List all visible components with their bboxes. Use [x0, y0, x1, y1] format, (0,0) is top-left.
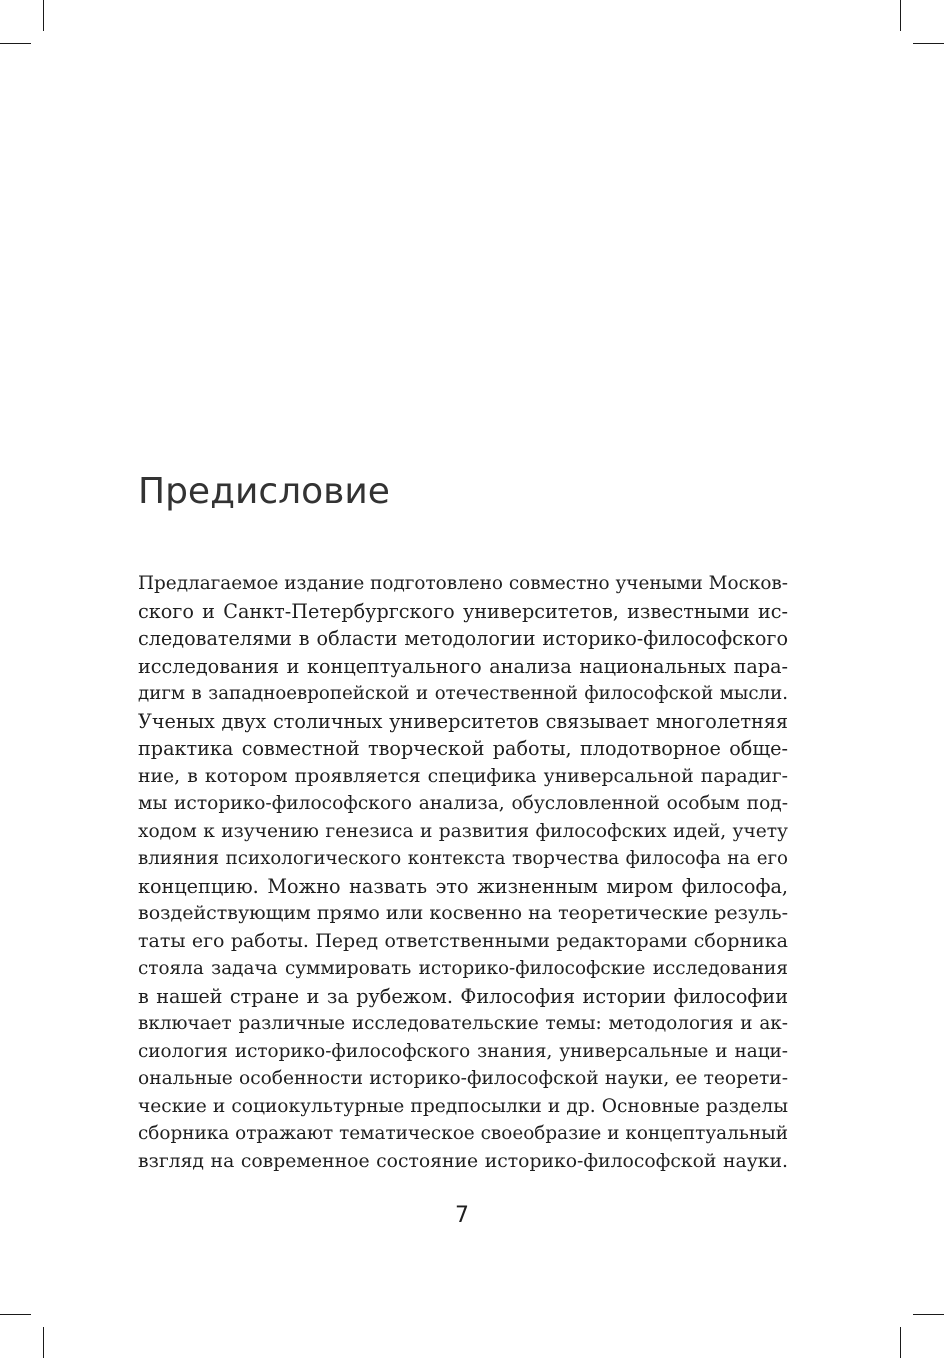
crop-mark-top-left-horizontal: [0, 43, 31, 44]
crop-mark-top-right-vertical: [900, 0, 901, 31]
paragraph-line: Ученых двух столичных университетов связывает многолетняя: [138, 709, 788, 733]
paragraph-line: в нашей стране и за рубежом. Философия истории философии: [138, 984, 788, 1008]
paragraph-line: ние, в котором проявляется специфика универсальной парадиг-: [138, 765, 788, 787]
paragraph-line: исследования и концептуального анализа национальных пара-: [138, 654, 788, 678]
paragraph-line: дигм в западноевропейской и отечественной философской мысли.: [138, 683, 788, 704]
crop-mark-bottom-right-vertical: [900, 1327, 901, 1358]
paragraph-line: мы историко-философского анализа, обусловленной особым под-: [138, 793, 788, 814]
paragraph-line: ского и Санкт-Петербургского университетов, известными ис-: [138, 599, 788, 623]
paragraph-line: воздействующим прямо или косвенно на теоретические резуль-: [138, 902, 788, 924]
page-number: 7: [455, 1203, 469, 1228]
paragraph-line: ходом к изучению генезиса и развития философских идей, учету: [138, 820, 788, 842]
paragraph-line: сборника отражают тематическое своеобразие и концептуальный: [138, 1123, 788, 1144]
crop-mark-bottom-right-horizontal: [913, 1314, 944, 1315]
paragraph-line: сиология историко-философского знания, универсальные и наци-: [138, 1040, 788, 1062]
paragraph-line: практика совместной творческой работы, плодотворное обще-: [138, 737, 788, 760]
paragraph-line: Предлагаемое издание подготовлено совместно учеными Москов-: [138, 573, 788, 594]
paragraph-line: концепцию. Можно назвать это жизненным миром философа,: [138, 874, 788, 898]
crop-mark-top-left-vertical: [43, 0, 44, 31]
paragraph-line: ональные особенности историко-философской науки, ее теорети-: [138, 1068, 788, 1089]
chapter-title: Предисловие: [138, 471, 390, 512]
crop-mark-bottom-left-vertical: [43, 1327, 44, 1358]
crop-mark-top-right-horizontal: [913, 43, 944, 44]
paragraph-line: следователями в области методологии историко-философского: [138, 627, 788, 650]
paragraph-line: взгляд на современное состояние историко-философской науки.: [138, 1150, 788, 1172]
preface-paragraph: [138, 570, 788, 1175]
paragraph-line: стояла задача суммировать историко-философские исследования: [138, 958, 788, 979]
paragraph-line: влияния психологического контекста творчества философа на его: [138, 848, 788, 869]
paragraph-line: включает различные исследовательские темы: методология и ак-: [138, 1013, 788, 1034]
paragraph-line: таты его работы. Перед ответственными редакторами сборника: [138, 929, 788, 952]
paragraph-line: ческие и социокультурные предпосылки и др. Основные разделы: [138, 1095, 788, 1117]
crop-mark-bottom-left-horizontal: [0, 1314, 31, 1315]
